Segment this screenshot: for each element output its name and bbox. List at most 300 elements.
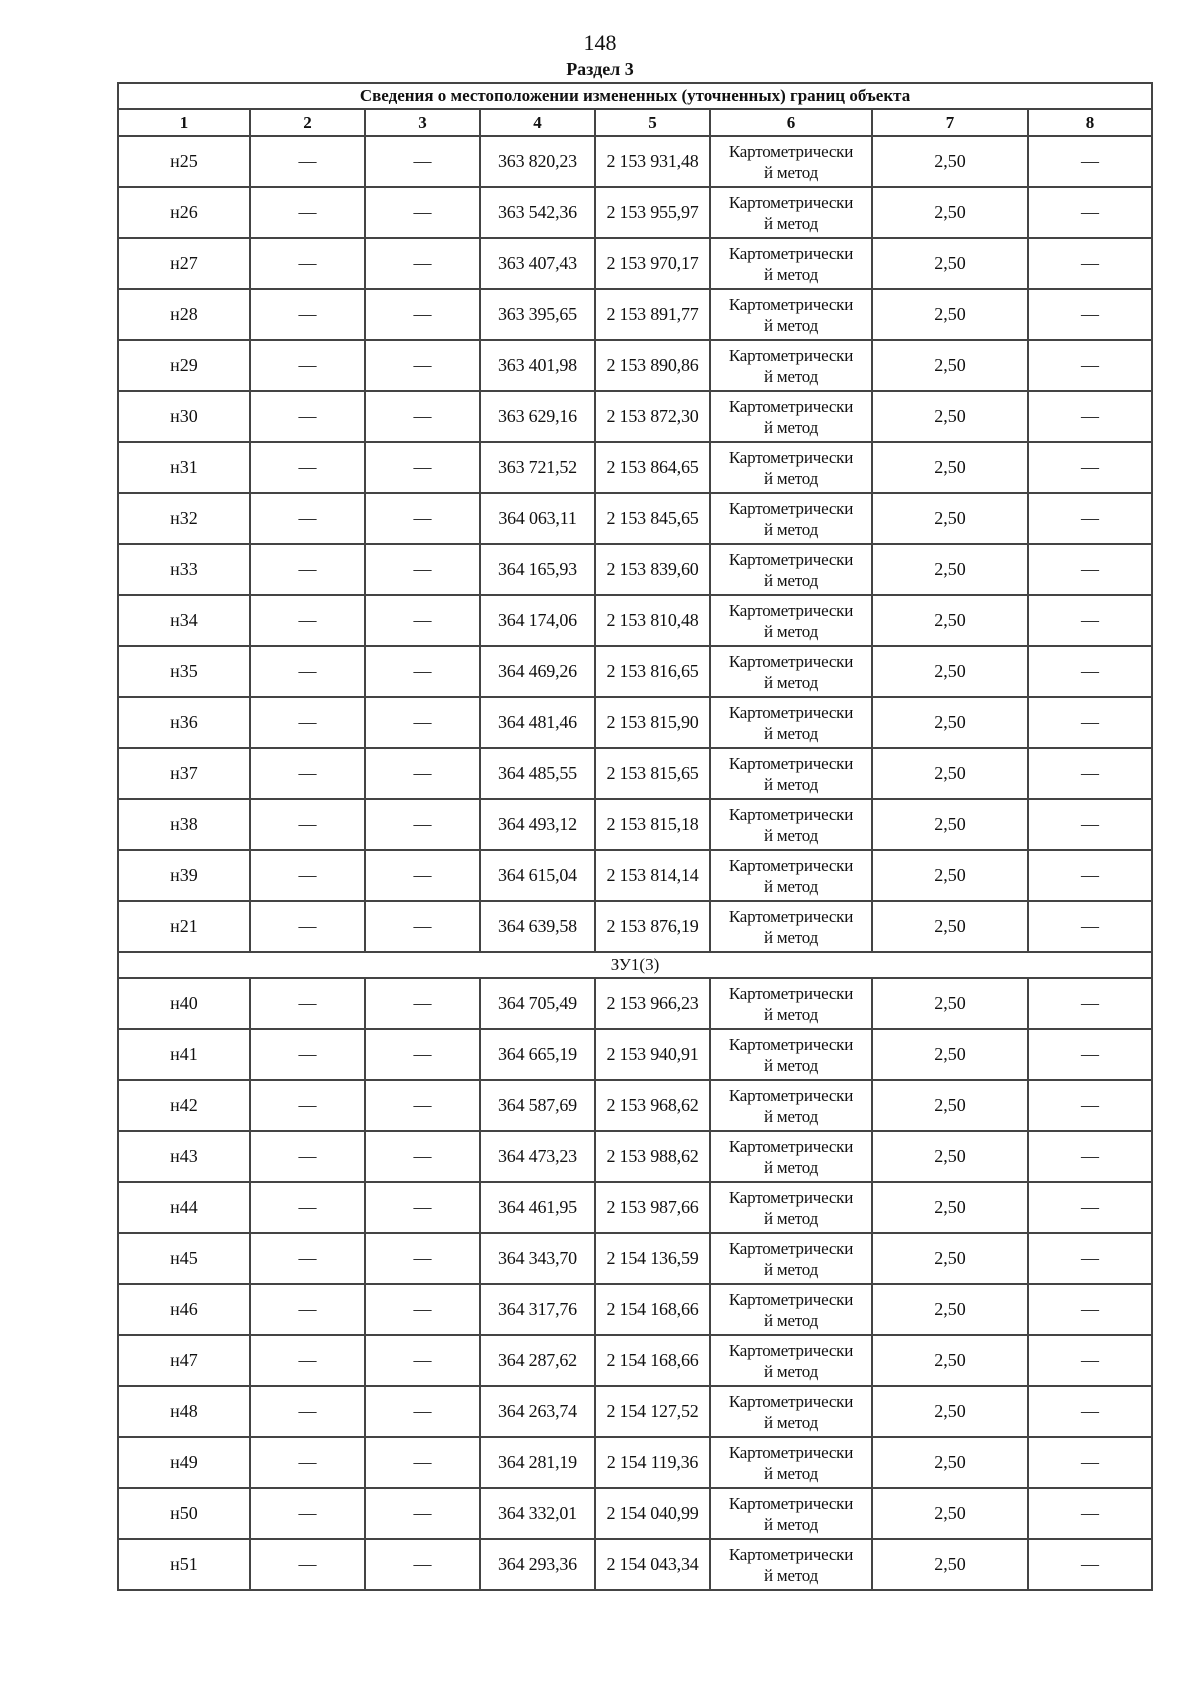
empty-cell: —: [250, 391, 365, 442]
accuracy: 2,50: [872, 442, 1028, 493]
method-line: Картометрически: [728, 1493, 854, 1513]
method-line: й метод: [763, 1055, 819, 1075]
x-coordinate: 364 705,49: [480, 978, 595, 1029]
method: [710, 1437, 872, 1488]
y-coordinate: 2 154 040,99: [595, 1488, 710, 1539]
y-coordinate: 2 153 988,62: [595, 1131, 710, 1182]
empty-cell: —: [365, 1539, 480, 1590]
table-row: [118, 238, 1152, 289]
method-line: й метод: [763, 1106, 819, 1126]
y-coordinate: 2 153 864,65: [595, 442, 710, 493]
y-coordinate: 2 153 931,48: [595, 136, 710, 187]
accuracy: 2,50: [872, 1182, 1028, 1233]
empty-cell: —: [250, 748, 365, 799]
table-row: [118, 1386, 1152, 1437]
method-line: й метод: [763, 162, 819, 182]
table-row: [118, 1284, 1152, 1335]
method-line: Картометрически: [728, 1034, 854, 1054]
empty-cell: —: [365, 1335, 480, 1386]
empty-cell: —: [365, 978, 480, 1029]
method-line: Картометрически: [728, 651, 854, 671]
accuracy: 2,50: [872, 595, 1028, 646]
empty-cell: —: [365, 1488, 480, 1539]
accuracy: 2,50: [872, 544, 1028, 595]
y-coordinate: 2 153 891,77: [595, 289, 710, 340]
column-number: 8: [1028, 109, 1152, 136]
method: [710, 646, 872, 697]
point-number: н45: [118, 1233, 250, 1284]
method-line: Картометрически: [728, 983, 854, 1003]
empty-cell: —: [365, 646, 480, 697]
empty-cell: —: [365, 1131, 480, 1182]
point-number: н44: [118, 1182, 250, 1233]
table-row: [118, 136, 1152, 187]
method-line: Картометрически: [728, 702, 854, 722]
method-line: й метод: [763, 1463, 819, 1483]
x-coordinate: 364 481,46: [480, 697, 595, 748]
method-line: Картометрически: [728, 600, 854, 620]
empty-cell: —: [250, 1029, 365, 1080]
x-coordinate: 364 493,12: [480, 799, 595, 850]
x-coordinate: 363 542,36: [480, 187, 595, 238]
point-number: н40: [118, 978, 250, 1029]
empty-cell: —: [365, 595, 480, 646]
x-coordinate: 364 473,23: [480, 1131, 595, 1182]
method-line: й метод: [763, 315, 819, 335]
empty-cell: —: [250, 646, 365, 697]
method-line: й метод: [763, 1565, 819, 1585]
empty-cell: —: [1028, 1284, 1152, 1335]
method-line: Картометрически: [728, 345, 854, 365]
y-coordinate: 2 153 970,17: [595, 238, 710, 289]
method-line: Картометрически: [728, 906, 854, 926]
empty-cell: —: [250, 1233, 365, 1284]
empty-cell: —: [250, 1182, 365, 1233]
empty-cell: —: [365, 901, 480, 952]
x-coordinate: 364 287,62: [480, 1335, 595, 1386]
empty-cell: —: [1028, 340, 1152, 391]
method-line: й метод: [763, 825, 819, 845]
accuracy: 2,50: [872, 1080, 1028, 1131]
table-row: [118, 646, 1152, 697]
method: [710, 850, 872, 901]
y-coordinate: 2 153 815,65: [595, 748, 710, 799]
y-coordinate: 2 153 845,65: [595, 493, 710, 544]
method: [710, 187, 872, 238]
x-coordinate: 364 485,55: [480, 748, 595, 799]
empty-cell: —: [365, 1080, 480, 1131]
empty-cell: —: [250, 544, 365, 595]
method-line: й метод: [763, 1514, 819, 1534]
column-number: 1: [118, 109, 250, 136]
method-line: й метод: [763, 570, 819, 590]
y-coordinate: 2 154 127,52: [595, 1386, 710, 1437]
accuracy: 2,50: [872, 1488, 1028, 1539]
empty-cell: —: [365, 1284, 480, 1335]
y-coordinate: 2 154 168,66: [595, 1335, 710, 1386]
table-row: [118, 391, 1152, 442]
empty-cell: —: [250, 1131, 365, 1182]
method-line: й метод: [763, 927, 819, 947]
method-line: й метод: [763, 672, 819, 692]
method-line: й метод: [763, 876, 819, 896]
method-line: й метод: [763, 621, 819, 641]
table-row: [118, 1437, 1152, 1488]
point-number: н28: [118, 289, 250, 340]
empty-cell: —: [250, 289, 365, 340]
table-row: [118, 493, 1152, 544]
empty-cell: —: [250, 799, 365, 850]
y-coordinate: 2 154 168,66: [595, 1284, 710, 1335]
method-line: Картометрически: [728, 1442, 854, 1462]
y-coordinate: 2 153 966,23: [595, 978, 710, 1029]
empty-cell: —: [365, 136, 480, 187]
x-coordinate: 363 407,43: [480, 238, 595, 289]
y-coordinate: 2 153 814,14: [595, 850, 710, 901]
method-line: Картометрически: [728, 294, 854, 314]
point-number: н32: [118, 493, 250, 544]
empty-cell: —: [250, 1386, 365, 1437]
method-line: Картометрически: [728, 1340, 854, 1360]
accuracy: 2,50: [872, 697, 1028, 748]
empty-cell: —: [365, 1233, 480, 1284]
x-coordinate: 364 165,93: [480, 544, 595, 595]
point-number: н43: [118, 1131, 250, 1182]
empty-cell: —: [1028, 748, 1152, 799]
empty-cell: —: [250, 1080, 365, 1131]
method: [710, 901, 872, 952]
method-line: й метод: [763, 1361, 819, 1381]
method-line: Картометрически: [728, 1085, 854, 1105]
empty-cell: —: [250, 1284, 365, 1335]
empty-cell: —: [365, 697, 480, 748]
accuracy: 2,50: [872, 901, 1028, 952]
table-caption-row: [118, 83, 1152, 109]
empty-cell: —: [1028, 799, 1152, 850]
point-number: н46: [118, 1284, 250, 1335]
x-coordinate: 363 395,65: [480, 289, 595, 340]
x-coordinate: 364 615,04: [480, 850, 595, 901]
empty-cell: —: [365, 340, 480, 391]
empty-cell: —: [250, 1335, 365, 1386]
empty-cell: —: [250, 1437, 365, 1488]
empty-cell: —: [365, 799, 480, 850]
method-line: й метод: [763, 264, 819, 284]
accuracy: 2,50: [872, 1029, 1028, 1080]
point-number: н30: [118, 391, 250, 442]
y-coordinate: 2 153 839,60: [595, 544, 710, 595]
y-coordinate: 2 153 816,65: [595, 646, 710, 697]
accuracy: 2,50: [872, 850, 1028, 901]
method-line: Картометрически: [728, 1391, 854, 1411]
method-line: Картометрически: [728, 753, 854, 773]
y-coordinate: 2 153 940,91: [595, 1029, 710, 1080]
method: [710, 391, 872, 442]
x-coordinate: 364 461,95: [480, 1182, 595, 1233]
method-line: й метод: [763, 366, 819, 386]
method-line: й метод: [763, 1310, 819, 1330]
table-row: [118, 697, 1152, 748]
method: [710, 799, 872, 850]
accuracy: 2,50: [872, 1386, 1028, 1437]
table-row: [118, 1233, 1152, 1284]
empty-cell: —: [365, 442, 480, 493]
empty-cell: —: [250, 978, 365, 1029]
column-number: 7: [872, 109, 1028, 136]
x-coordinate: 363 629,16: [480, 391, 595, 442]
x-coordinate: 364 469,26: [480, 646, 595, 697]
method-line: Картометрически: [728, 141, 854, 161]
empty-cell: —: [250, 238, 365, 289]
empty-cell: —: [365, 1182, 480, 1233]
point-number: н34: [118, 595, 250, 646]
empty-cell: —: [1028, 289, 1152, 340]
empty-cell: —: [365, 544, 480, 595]
accuracy: 2,50: [872, 493, 1028, 544]
point-number: н42: [118, 1080, 250, 1131]
accuracy: 2,50: [872, 748, 1028, 799]
method-line: й метод: [763, 774, 819, 794]
point-number: н37: [118, 748, 250, 799]
method: [710, 289, 872, 340]
table-row: [118, 544, 1152, 595]
method: [710, 238, 872, 289]
accuracy: 2,50: [872, 646, 1028, 697]
column-number: 5: [595, 109, 710, 136]
point-number: н47: [118, 1335, 250, 1386]
point-number: н26: [118, 187, 250, 238]
y-coordinate: 2 153 968,62: [595, 1080, 710, 1131]
method: [710, 1080, 872, 1131]
method: [710, 1335, 872, 1386]
point-number: н38: [118, 799, 250, 850]
empty-cell: —: [1028, 978, 1152, 1029]
empty-cell: —: [1028, 238, 1152, 289]
accuracy: 2,50: [872, 238, 1028, 289]
empty-cell: —: [365, 391, 480, 442]
method: [710, 595, 872, 646]
table-row: [118, 1131, 1152, 1182]
empty-cell: —: [1028, 136, 1152, 187]
page-number: 148: [583, 30, 617, 55]
point-number: н39: [118, 850, 250, 901]
x-coordinate: 364 332,01: [480, 1488, 595, 1539]
column-number-row: [118, 109, 1152, 136]
point-number: н29: [118, 340, 250, 391]
x-coordinate: 363 721,52: [480, 442, 595, 493]
empty-cell: —: [365, 1029, 480, 1080]
accuracy: 2,50: [872, 391, 1028, 442]
method-line: Картометрически: [728, 1187, 854, 1207]
y-coordinate: 2 153 987,66: [595, 1182, 710, 1233]
accuracy: 2,50: [872, 1284, 1028, 1335]
empty-cell: —: [1028, 544, 1152, 595]
coordinates-table: [117, 82, 1153, 1591]
empty-cell: —: [1028, 1233, 1152, 1284]
table-row: [118, 1488, 1152, 1539]
empty-cell: —: [1028, 187, 1152, 238]
x-coordinate: 363 401,98: [480, 340, 595, 391]
method: [710, 1233, 872, 1284]
empty-cell: —: [1028, 850, 1152, 901]
method-line: й метод: [763, 1259, 819, 1279]
method: [710, 136, 872, 187]
table-row: [118, 978, 1152, 1029]
empty-cell: —: [1028, 1131, 1152, 1182]
y-coordinate: 2 153 815,90: [595, 697, 710, 748]
method: [710, 1029, 872, 1080]
accuracy: 2,50: [872, 289, 1028, 340]
method: [710, 1386, 872, 1437]
table-body: [118, 136, 1152, 1590]
point-number: н36: [118, 697, 250, 748]
method: [710, 544, 872, 595]
table-row: [118, 1182, 1152, 1233]
empty-cell: —: [250, 493, 365, 544]
method-line: Картометрически: [728, 243, 854, 263]
empty-cell: —: [365, 748, 480, 799]
empty-cell: —: [365, 850, 480, 901]
method-line: й метод: [763, 468, 819, 488]
accuracy: 2,50: [872, 136, 1028, 187]
table-row: [118, 799, 1152, 850]
method-line: Картометрически: [728, 1238, 854, 1258]
point-number: н33: [118, 544, 250, 595]
table-row: [118, 442, 1152, 493]
x-coordinate: 364 281,19: [480, 1437, 595, 1488]
accuracy: 2,50: [872, 340, 1028, 391]
table-row: [118, 187, 1152, 238]
empty-cell: —: [250, 901, 365, 952]
y-coordinate: 2 153 872,30: [595, 391, 710, 442]
method: [710, 1284, 872, 1335]
table-row: [118, 595, 1152, 646]
accuracy: 2,50: [872, 1233, 1028, 1284]
method-line: й метод: [763, 1004, 819, 1024]
method: [710, 1539, 872, 1590]
accuracy: 2,50: [872, 1131, 1028, 1182]
point-number: н49: [118, 1437, 250, 1488]
y-coordinate: 2 153 815,18: [595, 799, 710, 850]
point-number: н21: [118, 901, 250, 952]
empty-cell: —: [1028, 391, 1152, 442]
empty-cell: —: [1028, 901, 1152, 952]
x-coordinate: 364 665,19: [480, 1029, 595, 1080]
point-number: н35: [118, 646, 250, 697]
method: [710, 493, 872, 544]
empty-cell: —: [365, 238, 480, 289]
x-coordinate: 364 639,58: [480, 901, 595, 952]
empty-cell: —: [250, 136, 365, 187]
empty-cell: —: [250, 1488, 365, 1539]
method-line: Картометрически: [728, 1289, 854, 1309]
empty-cell: —: [250, 1539, 365, 1590]
y-coordinate: 2 153 955,97: [595, 187, 710, 238]
empty-cell: —: [250, 340, 365, 391]
point-number: н50: [118, 1488, 250, 1539]
empty-cell: —: [250, 697, 365, 748]
method: [710, 1131, 872, 1182]
column-number: 6: [710, 109, 872, 136]
y-coordinate: 2 153 890,86: [595, 340, 710, 391]
table-row: [118, 1080, 1152, 1131]
method-line: Картометрически: [728, 447, 854, 467]
empty-cell: —: [1028, 697, 1152, 748]
empty-cell: —: [1028, 1335, 1152, 1386]
empty-cell: —: [1028, 1386, 1152, 1437]
method-line: й метод: [763, 417, 819, 437]
empty-cell: —: [1028, 1488, 1152, 1539]
x-coordinate: 364 317,76: [480, 1284, 595, 1335]
point-number: н25: [118, 136, 250, 187]
empty-cell: —: [1028, 595, 1152, 646]
method-line: Картометрически: [728, 192, 854, 212]
method-line: Картометрически: [728, 855, 854, 875]
table-row: [118, 1029, 1152, 1080]
table-row: [118, 1335, 1152, 1386]
empty-cell: —: [1028, 1080, 1152, 1131]
x-coordinate: 363 820,23: [480, 136, 595, 187]
method-line: Картометрически: [728, 1544, 854, 1564]
method-line: й метод: [763, 519, 819, 539]
method: [710, 1182, 872, 1233]
table-caption: Сведения о местоположении измененных (уточненных) границ объекта: [118, 83, 1152, 109]
y-coordinate: 2 154 119,36: [595, 1437, 710, 1488]
y-coordinate: 2 153 876,19: [595, 901, 710, 952]
point-number: н31: [118, 442, 250, 493]
method: [710, 340, 872, 391]
empty-cell: —: [1028, 1437, 1152, 1488]
column-number: 4: [480, 109, 595, 136]
method-line: Картометрически: [728, 498, 854, 518]
method-line: Картометрически: [728, 549, 854, 569]
empty-cell: —: [365, 187, 480, 238]
empty-cell: —: [365, 493, 480, 544]
method: [710, 442, 872, 493]
column-number: 2: [250, 109, 365, 136]
group-label: ЗУ1(3): [118, 952, 1152, 978]
empty-cell: —: [250, 595, 365, 646]
point-number: н27: [118, 238, 250, 289]
empty-cell: —: [1028, 1182, 1152, 1233]
point-number: н48: [118, 1386, 250, 1437]
method-line: й метод: [763, 723, 819, 743]
accuracy: 2,50: [872, 1335, 1028, 1386]
method-line: й метод: [763, 1208, 819, 1228]
group-label-row: [118, 952, 1152, 978]
method-line: Картометрически: [728, 396, 854, 416]
empty-cell: —: [250, 187, 365, 238]
empty-cell: —: [250, 850, 365, 901]
table-row: [118, 901, 1152, 952]
table-row: [118, 340, 1152, 391]
method-line: Картометрически: [728, 1136, 854, 1156]
method: [710, 1488, 872, 1539]
empty-cell: —: [365, 1437, 480, 1488]
method: [710, 748, 872, 799]
y-coordinate: 2 154 136,59: [595, 1233, 710, 1284]
empty-cell: —: [1028, 493, 1152, 544]
accuracy: 2,50: [872, 799, 1028, 850]
accuracy: 2,50: [872, 187, 1028, 238]
x-coordinate: 364 343,70: [480, 1233, 595, 1284]
method-line: Картометрически: [728, 804, 854, 824]
x-coordinate: 364 263,74: [480, 1386, 595, 1437]
x-coordinate: 364 063,11: [480, 493, 595, 544]
y-coordinate: 2 153 810,48: [595, 595, 710, 646]
empty-cell: —: [1028, 646, 1152, 697]
x-coordinate: 364 174,06: [480, 595, 595, 646]
